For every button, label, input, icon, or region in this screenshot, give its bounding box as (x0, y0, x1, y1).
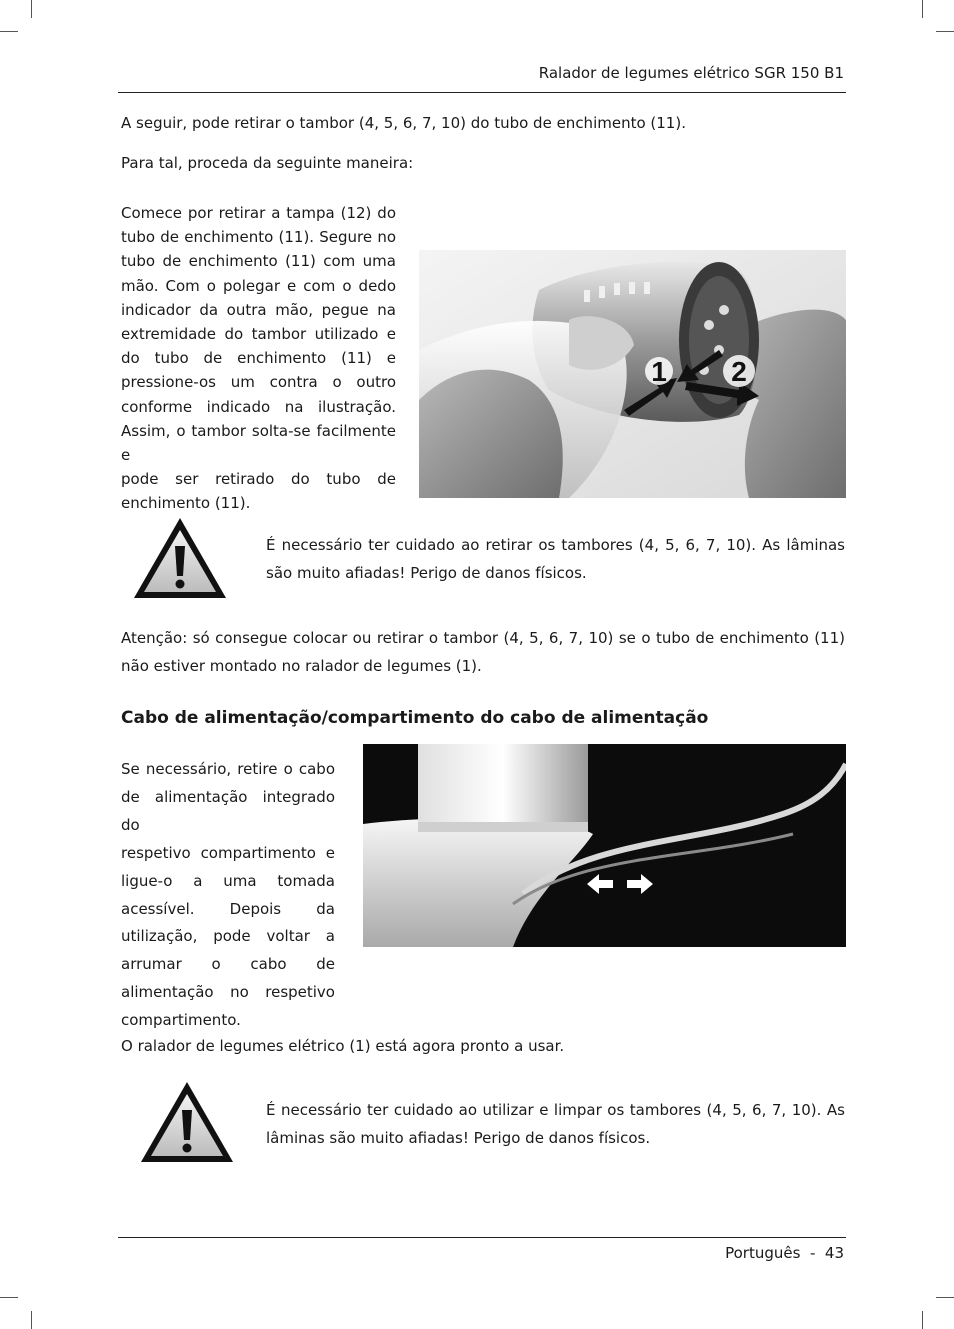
crop-mark (936, 1297, 954, 1298)
drum-removal-illustration (419, 250, 846, 498)
step1-line: tubo de enchimento (11). Segure no (121, 228, 396, 247)
step1-line: pode ser retirado do tubo de (121, 470, 396, 489)
step1-line: conforme indicado na ilustração. (121, 397, 396, 416)
power-cable-line: acessível. Depois da (121, 899, 335, 918)
power-cable-line: ligue-o a uma tomada (121, 871, 335, 890)
step1-line: mão. Com o polegar e com o dedo (121, 276, 396, 295)
power-cable-line: utilização, pode voltar a (121, 927, 335, 946)
crop-mark (31, 0, 32, 18)
crop-mark (922, 0, 923, 18)
step1-line: indicador da outra mão, pegue na (121, 300, 396, 319)
running-header: Ralador de legumes elétrico SGR 150 B1 (538, 64, 844, 82)
step1-line: do tubo de enchimento (11) e (121, 349, 396, 368)
intro-line-2: Para tal, proceda da seguinte maneira: (121, 154, 414, 172)
figure-label-1: 1 (651, 356, 667, 387)
power-cable-line: arrumar o cabo de (121, 955, 335, 974)
warning-2-text: É necessário ter cuidado ao utilizar e limpar os tambores (4, 5, 6, 7, 10). As lâminas são muito afiadas! Perigo de danos físicos. (266, 1101, 845, 1147)
power-cable-line: respetivo compartimento e (121, 843, 335, 862)
footer-rule (118, 1237, 846, 1238)
ready-text: O ralador de legumes elétrico (1) está agora pronto a usar. (121, 1037, 565, 1055)
crop-mark (0, 1297, 18, 1298)
step1-line: tubo de enchimento (11) com uma (121, 252, 396, 271)
attention-text: Atenção: só consegue colocar ou retirar o tambor (4, 5, 6, 7, 10) se o tubo de enchimento (11) não estiver montado no ralador de legumes (1). (121, 629, 845, 675)
step1-line: Assim, o tambor solta-se facilmente e (121, 421, 396, 465)
figure-label-2: 2 (731, 356, 747, 387)
crop-mark (0, 31, 18, 32)
intro-line-1: A seguir, pode retirar o tambor (4, 5, 6, 7, 10) do tubo de enchimento (11). (121, 114, 686, 132)
power-cable-line: Se necessário, retire o cabo (121, 760, 335, 778)
crop-mark (922, 1311, 923, 1329)
page-footer: Português - 43 (725, 1244, 844, 1262)
drum-removal-photo (419, 250, 846, 498)
step1-line: Comece por retirar a tampa (12) do (121, 204, 396, 222)
power-cable-line: compartimento. (121, 1011, 241, 1030)
power-cable-text (121, 756, 335, 1035)
cable-compartment-illustration (363, 744, 846, 947)
power-cable-line: de alimentação integrado do (121, 787, 335, 834)
warning-triangle-icon (130, 514, 230, 602)
warning-1-text: É necessário ter cuidado ao retirar os tambores (4, 5, 6, 7, 10). As lâminas são muito afiadas! Perigo de danos físicos. (266, 536, 845, 582)
step1-line: pressione-os um contra o outro (121, 373, 396, 392)
warning-triangle-icon (137, 1078, 237, 1166)
step1-text (121, 201, 396, 516)
step1-line: enchimento (11). (121, 494, 251, 513)
crop-mark (31, 1311, 32, 1329)
step1-line: extremidade do tambor utilizado e (121, 325, 396, 344)
section-heading: Cabo de alimentação/compartimento do cabo de alimentação (121, 708, 709, 728)
header-rule (118, 92, 846, 93)
cable-compartment-photo (363, 744, 846, 947)
crop-mark (936, 31, 954, 32)
power-cable-line: alimentação no respetivo (121, 983, 335, 1002)
